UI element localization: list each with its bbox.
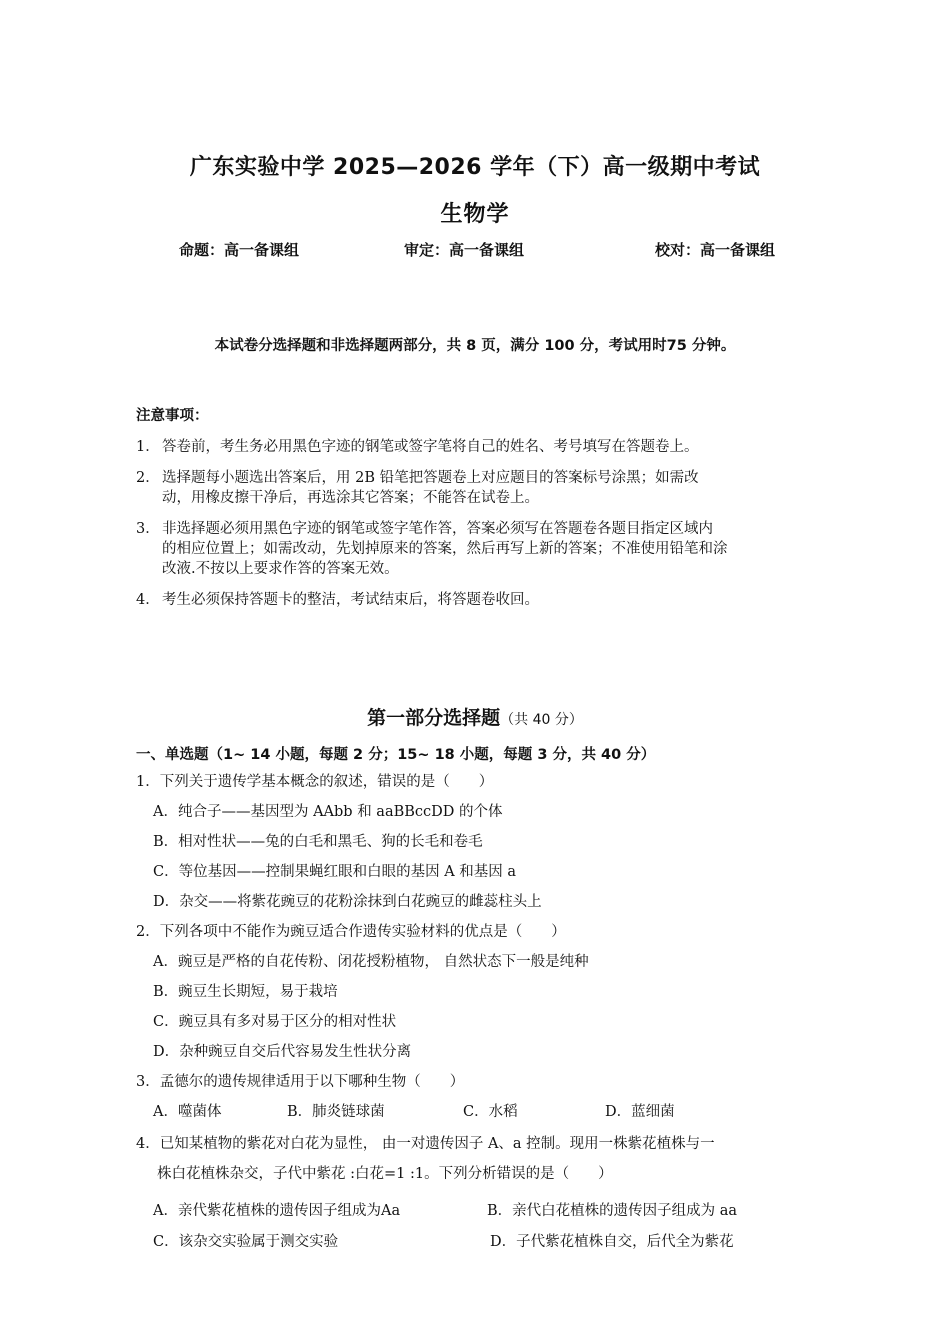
question-3-option-b: B．肺炎链球菌 <box>287 1104 385 1120</box>
notice-item-text: 的相应位置上；如需改动，先划掉原来的答案，然后再写上新的答案；不准使用铅笔和涂 <box>162 541 728 557</box>
question-2-stem: 2．下列各项中不能作为豌豆适合作遗传实验材料的优点是（ ） <box>136 924 566 940</box>
question-1-option-b: B．相对性状——兔的白毛和黑毛、狗的长毛和卷毛 <box>153 834 483 850</box>
question-4-stem <box>136 1134 715 1184</box>
question-4-option-b: B．亲代白花植株的遗传因子组成为 aa <box>487 1203 738 1219</box>
question-1-option-d: D．杂交——将紫花豌豆的花粉涂抹到白花豌豆的雌蕊柱头上 <box>153 894 542 910</box>
subject-title: 生物学 <box>440 202 510 227</box>
notice-item <box>136 468 699 508</box>
notice-item-text: 改液.不按以上要求作答的答案无效。 <box>162 561 399 577</box>
notice-item-number: 1． <box>136 439 160 455</box>
exam-title: 广东实验中学 2025—2026 学年（下）高一级期中考试 <box>189 155 761 180</box>
question-4-option-d: D．子代紫花植株自交，后代全为紫花 <box>490 1234 734 1250</box>
notice-item-text: 选择题每小题选出答案后，用 2B 铅笔把答题卷上对应题目的答案标号涂黑；如需改 <box>162 470 699 486</box>
question-1-stem: 1．下列关于遗传学基本概念的叙述，错误的是（ ） <box>136 774 494 790</box>
question-1-option-a: A．纯合子——基因型为 AAbb 和 aaBBccDD 的个体 <box>153 804 503 820</box>
notice-item-text: 答卷前，考生务必用黑色字迹的钢笔或签字笔将自己的姓名、考号填写在答题卷上。 <box>162 439 699 455</box>
section-title <box>0 703 950 730</box>
reviewer-label: 审定：高一备课组 <box>404 241 525 259</box>
notice-item-number: 4． <box>136 592 160 608</box>
question-2-option-a: A．豌豆是严格的自花传粉、闭花授粉植物， 自然状态下一般是纯种 <box>153 954 589 970</box>
question-2-option-d: D．杂种豌豆自交后代容易发生性状分离 <box>153 1044 412 1060</box>
part-heading: 一、单选题（1~ 14 小题，每题 2 分；15~ 18 小题，每题 3 分，共 40 分） <box>136 747 656 763</box>
question-4-stem-line: 株白花植株杂交，子代中紫花 :白花=1 :1。下列分析错误的是（ ） <box>157 1166 613 1182</box>
notice-item-number: 3． <box>136 521 160 537</box>
notice-item-number: 2． <box>136 470 160 486</box>
question-4-stem-line: 4．已知某植物的紫花对白花为显性， 由一对遗传因子 A、a 控制。现用一株紫花植株与一 <box>136 1136 715 1152</box>
notice-title: 注意事项： <box>136 408 209 424</box>
proofreader-label: 校对：高一备课组 <box>655 241 776 259</box>
section-title-text: 第一部分选择题 <box>367 707 501 729</box>
question-4-option-a: A．亲代紫花植株的遗传因子组成为Aa <box>153 1203 401 1219</box>
notice-item-text: 非选择题必须用黑色字迹的钢笔或签字笔作答，答案必须写在答题卷各题目指定区域内 <box>162 521 713 537</box>
question-2-option-b: B．豌豆生长期短，易于栽培 <box>153 984 338 1000</box>
question-3-option-d: D．蓝细菌 <box>605 1104 675 1120</box>
question-3-stem: 3．孟德尔的遗传规律适用于以下哪种生物（ ） <box>136 1074 465 1090</box>
section-points: （共 40 分） <box>500 712 583 728</box>
question-2-option-c: C．豌豆具有多对易于区分的相对性状 <box>153 1014 397 1030</box>
question-1-option-c: C．等位基因——控制果蝇红眼和白眼的基因 A 和基因 a <box>153 864 517 880</box>
notice-item <box>136 519 728 579</box>
question-4-option-c: C．该杂交实验属于测交实验 <box>153 1234 339 1250</box>
notice-item <box>136 437 699 457</box>
notice-item <box>136 590 539 610</box>
exam-intro: 本试卷分选择题和非选择题两部分，共 8 页，满分 100 分，考试用时75 分钟。 <box>214 338 736 354</box>
notice-item-text: 考生必须保持答题卡的整洁，考试结束后，将答题卷收回。 <box>162 592 539 608</box>
question-3-option-a: A．噬菌体 <box>153 1104 222 1120</box>
proposer-label: 命题：高一备课组 <box>179 241 300 259</box>
question-3-option-c: C．水稻 <box>463 1104 518 1120</box>
notice-item-text: 动，用橡皮擦干净后，再选涂其它答案；不能答在试卷上。 <box>162 490 539 506</box>
